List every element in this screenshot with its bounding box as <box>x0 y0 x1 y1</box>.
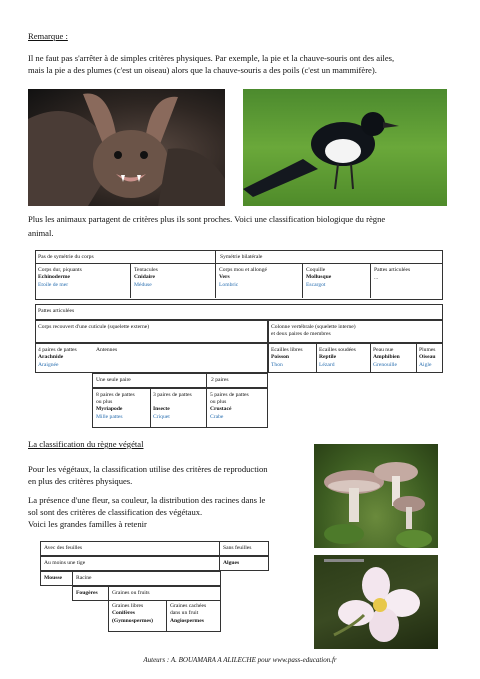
myriapode-name: Myriapode <box>96 406 123 412</box>
crustace-example: Crabe <box>210 414 224 420</box>
oiseau-desc: Plumes <box>419 347 436 353</box>
myriapode-example: Mille pattes <box>96 414 123 420</box>
amphibien-example: Grenouille <box>373 362 397 368</box>
echinoderme-example: Etoile de mer <box>38 282 69 288</box>
vegetal-p3: Voici les grandes familles à retenir <box>28 519 147 529</box>
fougeres-label: Fougères <box>76 590 98 596</box>
avec-feuilles-label: Avec des feuilles <box>44 545 83 551</box>
vers-name: Vers <box>219 274 230 280</box>
echinoderme-desc: Corps dur, piquants <box>38 267 82 273</box>
magpie-photo <box>243 89 447 206</box>
pattes-articulees-more: ... <box>374 275 379 281</box>
amphibien-desc: Peau nue <box>373 347 394 353</box>
vertebres-label-1: Colonne vertébrale (squelette interne) <box>271 324 356 330</box>
insecte-example: Criquet <box>153 414 170 420</box>
graines-cachees-label-1: Graines cachées <box>170 603 207 609</box>
insecte-name: Insecte <box>153 406 170 412</box>
graines-fruits-label: Graines ou fruits <box>112 590 150 596</box>
vers-desc: Corps mou et allongé <box>219 267 268 273</box>
insecte-desc: 3 paires de pattes <box>153 392 192 398</box>
deux-paires-label: 2 paires <box>211 377 229 383</box>
intro-line-1: Plus les animaux partagent de critères plus ils sont proches. Voici une classification biologique du règne <box>28 214 386 224</box>
cnidaire-desc: Tentacules <box>134 267 158 273</box>
vegetal-p2-line-2: sol sont des critères de classification des végétaux. <box>28 507 203 517</box>
mollusque-name: Mollusque <box>306 274 332 280</box>
graines-libres-label: Graines libres <box>112 603 144 609</box>
vertebres-label-2: et deux paires de membres <box>271 331 331 337</box>
myriapode-desc-1: 8 paires de pattes <box>96 392 135 398</box>
oiseau-example: Aigle <box>419 362 432 368</box>
mollusque-desc: Coquille <box>306 267 326 273</box>
remark-line-2: mais la pie a des plumes (c'est un oiseau) alors que la chauve-souris a des poils (c'est un mammifère). <box>28 65 377 75</box>
pattes-articulees-desc: Pattes articulées <box>374 267 411 273</box>
coniferes-label: Conifères <box>112 610 135 616</box>
vers-example: Lombric <box>219 282 239 288</box>
pattes-articulees-label: Pattes articulées <box>38 308 75 314</box>
bilateral-symmetry-label: Symétrie bilatérale <box>220 254 263 260</box>
poisson-desc: Ecailles libres <box>271 347 303 353</box>
racine-label: Racine <box>76 575 92 581</box>
poisson-example: Thon <box>271 362 283 368</box>
vegetal-p1-line-1: Pour les végétaux, la classification utilise des critères de reproduction <box>28 464 268 474</box>
remark-title: Remarque : <box>28 31 68 41</box>
tige-label: Au moins une tige <box>44 560 86 566</box>
oiseau-name: Oiseau <box>419 354 436 360</box>
cnidaire-name: Cnidaire <box>134 274 156 280</box>
crustace-desc-2: ou plus <box>210 399 227 405</box>
vegetal-title: La classification du règne végétal <box>28 439 144 449</box>
remark-line-1: Il ne faut pas s'arrêter à de simples critères physiques. Par exemple, la pie et la chauve-souris ont des ailes, <box>28 53 395 63</box>
echinoderme-name: Echinoderme <box>38 274 71 280</box>
vegetal-p2-line-1: La présence d'une fleur, sa couleur, la distribution des racines dans le <box>28 495 266 505</box>
arachnide-desc: 4 paires de pattes <box>38 347 77 353</box>
arachnide-name: Arachnide <box>38 354 64 360</box>
sans-feuilles-label: Sans feuilles <box>223 545 252 551</box>
pattes-articulees-box <box>35 304 443 320</box>
crustace-desc-1: 5 paires de pattes <box>210 392 249 398</box>
amphibien-name: Amphibien <box>373 354 400 360</box>
vegetal-p1-line-2: en plus des critères physiques. <box>28 476 133 486</box>
arachnide-example: Araignée <box>38 362 59 368</box>
mollusque-example: Escargot <box>306 282 326 288</box>
reptile-example: Lézard <box>319 362 335 368</box>
reptile-name: Reptile <box>319 354 337 360</box>
exosquelette-label: Corps recouvert d'une cuticule (squelette externe) <box>38 324 150 330</box>
mushroom-photo <box>314 444 438 548</box>
reptile-desc: Ecailles soudées <box>319 347 356 353</box>
crustace-name: Crustacé <box>210 406 232 412</box>
no-symmetry-label: Pas de symétrie du corps <box>38 254 94 260</box>
flower-photo <box>314 555 438 649</box>
algues-label: Algues <box>223 560 240 566</box>
gymnospermes-label: (Gymnospermes) <box>112 618 154 624</box>
bat-photo <box>28 89 225 206</box>
mousse-label: Mousse <box>44 575 63 581</box>
intro-line-2: animal. <box>28 228 54 238</box>
graines-cachees-label-2: dans un fruit <box>170 610 199 616</box>
footer-authors: Auteurs : A. BOUAMARA A ALILECHE pour www.pass-education.fr <box>143 656 337 664</box>
angiospermes-label: Angiospermes <box>170 618 204 624</box>
racine-box <box>72 571 221 586</box>
myriapode-desc-2: ou plus <box>96 399 113 405</box>
cnidaire-example: Méduse <box>134 282 152 288</box>
une-paire-label: Une seule paire <box>96 377 131 383</box>
antennes-label: Antennes <box>96 347 118 353</box>
poisson-name: Poisson <box>271 354 290 360</box>
